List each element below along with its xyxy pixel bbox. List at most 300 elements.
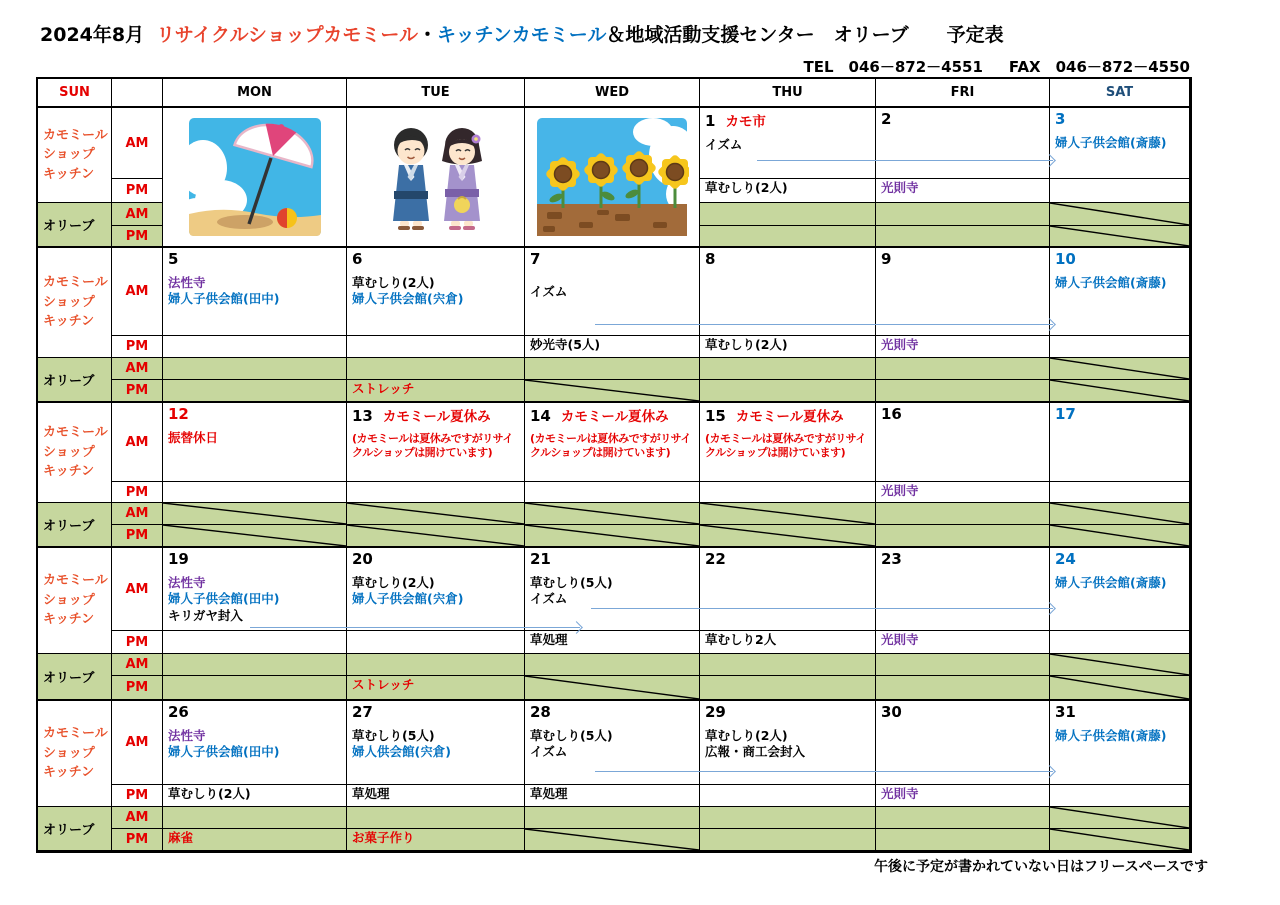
am-entries (168, 275, 341, 308)
olive-am-fri-week5 (876, 807, 1050, 829)
kamomile-label-line: キッチン (43, 765, 95, 781)
page-title (40, 20, 1004, 47)
week-row-5 (38, 700, 1190, 851)
day-number: 2 (881, 110, 892, 128)
olive-am-thu-week1 (700, 203, 876, 226)
olive-pm-fri-week1 (876, 226, 1050, 247)
schedule-entry: 草むしり(2人) (352, 275, 435, 290)
olive-pm-thu-week5 (700, 829, 876, 851)
day-number: 5 (168, 250, 179, 268)
am-entries (352, 575, 519, 608)
title-dot: ・ (418, 24, 438, 46)
olive-pm-mon-week4 (163, 676, 347, 700)
day-number: 19 (168, 550, 189, 568)
day-number: 6 (352, 250, 363, 268)
day-26-am-cell (163, 701, 347, 785)
day-number: 26 (168, 703, 189, 721)
day-19-am-cell (163, 548, 347, 631)
header-sat: SAT (1050, 79, 1190, 108)
title-recycle-shop: リサイクルショップカモミール (156, 24, 419, 46)
day-number: 21 (530, 550, 551, 568)
day-number: 17 (1055, 405, 1076, 423)
week-row-3 (38, 402, 1190, 547)
yukata-children-illustration (347, 108, 525, 247)
day-14-pm-cell (525, 482, 700, 503)
crossed-out-diagonal (1050, 525, 1189, 546)
schedule-entry: 草処理 (530, 786, 568, 801)
olive-am-label: AM (112, 654, 163, 676)
day-note: カモ市 (725, 114, 766, 130)
day-13-pm-cell (347, 482, 525, 503)
olive-pm-label: PM (112, 380, 163, 402)
day-20-am-cell (347, 548, 525, 631)
am-entries (352, 275, 519, 308)
header-tue: TUE (347, 79, 525, 108)
schedule-entry: 婦人子供会館(斎藤) (1055, 135, 1167, 150)
schedule-entry: 広報・商工会封入 (705, 744, 806, 760)
olive-am-mon-week2 (163, 358, 347, 380)
schedule-entry: 草むしり(2人) (705, 180, 788, 195)
schedule-entry: ストレッチ (352, 381, 415, 396)
kamomile-label-line: ショップ (43, 147, 95, 163)
am-entries (705, 432, 870, 460)
day-number: 13 (352, 407, 373, 425)
olive-pm-fri-week3 (876, 525, 1050, 547)
olive-pm-tue-week5 (347, 829, 525, 851)
header-fri: FRI (876, 79, 1050, 108)
kamomile-label-line: カモミール (43, 726, 108, 742)
crossed-out-diagonal (1050, 807, 1189, 828)
olive-pm-thu-week3 (700, 525, 876, 547)
day-number: 14 (530, 407, 551, 425)
fax-number: FAX 046－872－4550 (1008, 58, 1190, 76)
schedule-entry: 振替休日 (168, 430, 219, 445)
day-number: 12 (168, 405, 189, 423)
day-8-pm-cell (700, 336, 876, 358)
schedule-entry: 妙光寺(5人) (530, 337, 601, 352)
row-label-olive: オリーブ (38, 358, 112, 402)
day-13-am-cell (347, 403, 525, 482)
row-label-kamomile-shop-kitchen (38, 108, 112, 203)
olive-am-mon-week4 (163, 654, 347, 676)
olive-am-tue-week2 (347, 358, 525, 380)
day-15-am-cell (700, 403, 876, 482)
olive-am-sat-week4 (1050, 654, 1190, 676)
kamomile-label-line: キッチン (43, 612, 95, 628)
olive-am-wed-week4 (525, 654, 700, 676)
olive-pm-tue-week4 (347, 676, 525, 700)
day-26-pm-cell (163, 785, 347, 807)
day-31-pm-cell (1050, 785, 1190, 807)
day-22-pm-cell (700, 631, 876, 654)
olive-pm-thu-week2 (700, 380, 876, 402)
am-entries (530, 728, 694, 761)
olive-am-sat-week2 (1050, 358, 1190, 380)
schedule-entry: 光則寺 (881, 180, 919, 195)
olive-am-tue-week3 (347, 503, 525, 525)
row-label-olive: オリーブ (38, 503, 112, 547)
row-label-kamomile-shop-kitchen (38, 548, 112, 654)
olive-am-wed-week2 (525, 358, 700, 380)
header-wed: WED (525, 79, 700, 108)
day-31-am-cell (1050, 701, 1190, 785)
schedule-entry: 草むしり(2人) (168, 786, 251, 801)
day-number: 16 (881, 405, 902, 423)
am-entries (1055, 135, 1184, 151)
day-6-pm-cell (347, 336, 525, 358)
schedule-entry: 法性寺 (168, 275, 206, 290)
row-label-olive: オリーブ (38, 654, 112, 700)
kamomile-am-label: AM (112, 108, 163, 179)
olive-am-label: AM (112, 203, 163, 226)
am-entries (1055, 275, 1184, 291)
crossed-out-diagonal (1050, 829, 1189, 850)
day-17-am-cell (1050, 403, 1190, 482)
schedule-entry: 草むしり(2人) (705, 728, 788, 743)
day-24-am-cell (1050, 548, 1190, 631)
olive-pm-sat-week1 (1050, 226, 1190, 247)
sunflowers-illustration (525, 108, 700, 247)
day-1-am-cell (700, 108, 876, 179)
schedule-entry: 光則寺 (881, 786, 919, 801)
olive-pm-label: PM (112, 829, 163, 851)
row-label-kamomile-shop-kitchen (38, 403, 112, 503)
day-22-am-cell (700, 548, 876, 631)
continuation-arrow (757, 160, 1053, 161)
day-23-am-cell (876, 548, 1050, 631)
am-entries (530, 432, 694, 460)
olive-am-thu-week3 (700, 503, 876, 525)
day-2-pm-cell (876, 179, 1050, 203)
week-row-4 (38, 547, 1190, 700)
week-row-2 (38, 247, 1190, 402)
beach-parasol-illustration (163, 108, 347, 247)
olive-am-wed-week5 (525, 807, 700, 829)
day-12-pm-cell (163, 482, 347, 503)
olive-am-thu-week2 (700, 358, 876, 380)
day-29-am-cell (700, 701, 876, 785)
olive-am-tue-week5 (347, 807, 525, 829)
olive-am-fri-week2 (876, 358, 1050, 380)
kamomile-label-line: カモミール (43, 275, 108, 291)
olive-pm-sat-week5 (1050, 829, 1190, 851)
day-15-pm-cell (700, 482, 876, 503)
schedule-entry: 婦人子供会館(斎藤) (1055, 275, 1167, 290)
day-number: 3 (1055, 110, 1066, 128)
olive-pm-thu-week1 (700, 226, 876, 247)
am-entries (352, 432, 519, 460)
day-9-pm-cell (876, 336, 1050, 358)
kamomile-label-line: キッチン (43, 166, 95, 182)
olive-pm-label: PM (112, 676, 163, 700)
crossed-out-diagonal (347, 503, 524, 524)
day-note: カモミール夏休み (735, 409, 844, 425)
day-number: 9 (881, 250, 892, 268)
schedule-entry: イズム (705, 137, 743, 152)
schedule-entry: 草むしり(2人) (705, 337, 788, 352)
header-thu: THU (700, 79, 876, 108)
schedule-entry: 婦人子供会館(田中) (168, 744, 280, 760)
olive-am-fri-week1 (876, 203, 1050, 226)
olive-am-label: AM (112, 503, 163, 525)
crossed-out-diagonal (700, 503, 875, 524)
schedule-entry: 婦人子供会館(斎藤) (1055, 575, 1167, 590)
schedule-entry: 婦人子供会館(宍倉) (352, 591, 464, 607)
schedule-entry: 法性寺 (168, 575, 206, 590)
crossed-out-diagonal (525, 829, 699, 850)
day-1-pm-cell (700, 179, 876, 203)
olive-pm-sat-week3 (1050, 525, 1190, 547)
am-entries (168, 575, 341, 624)
schedule-entry: イズム (530, 284, 568, 299)
day-27-am-cell (347, 701, 525, 785)
kamomile-am-label: AM (112, 248, 163, 336)
crossed-out-diagonal (1050, 503, 1189, 524)
day-30-pm-cell (876, 785, 1050, 807)
footer-note: 午後に予定が書かれていない日はフリースペースです (874, 859, 1209, 875)
olive-pm-label: PM (112, 226, 163, 247)
schedule-entry: 草処理 (352, 786, 390, 801)
continuation-arrow (595, 771, 1053, 772)
day-27-pm-cell (347, 785, 525, 807)
day-16-pm-cell (876, 482, 1050, 503)
crossed-out-diagonal (525, 380, 699, 401)
day-21-pm-cell (525, 631, 700, 654)
olive-pm-thu-week4 (700, 676, 876, 700)
olive-pm-sat-week4 (1050, 676, 1190, 700)
crossed-out-diagonal (347, 525, 524, 546)
day-number: 30 (881, 703, 902, 721)
schedule-entry: ストレッチ (352, 677, 415, 692)
crossed-out-diagonal (163, 503, 346, 524)
day-note: カモミール夏休み (382, 409, 491, 425)
schedule-entry: 草むしり(2人) (352, 575, 435, 590)
olive-am-sat-week1 (1050, 203, 1190, 226)
day-16-am-cell (876, 403, 1050, 482)
schedule-entry: 光則寺 (881, 632, 919, 647)
olive-pm-wed-week5 (525, 829, 700, 851)
olive-pm-fri-week5 (876, 829, 1050, 851)
title-rest: ＆地域活動支援センター オリーブ 予定表 (606, 24, 1004, 46)
day-7-am-cell (525, 248, 700, 336)
olive-pm-tue-week3 (347, 525, 525, 547)
olive-pm-mon-week3 (163, 525, 347, 547)
schedule-entry: イズム (530, 591, 568, 607)
olive-am-mon-week5 (163, 807, 347, 829)
crossed-out-diagonal (525, 676, 699, 699)
schedule-entry: キリガヤ封入 (168, 607, 243, 623)
olive-am-label: AM (112, 807, 163, 829)
day-number: 7 (530, 250, 541, 268)
schedule-entry: 婦人子供会館(宍倉) (352, 291, 464, 307)
schedule-entry: (カモミールは夏休みですがリサイクルショップは開けています) (352, 432, 513, 459)
schedule-entry: 婦人子供会館(斎藤) (1055, 728, 1167, 743)
olive-am-fri-week4 (876, 654, 1050, 676)
day-number: 10 (1055, 250, 1076, 268)
continuation-arrow (250, 627, 580, 628)
day-12-am-cell (163, 403, 347, 482)
olive-pm-wed-week4 (525, 676, 700, 700)
am-entries (168, 430, 341, 446)
day-number: 1 (705, 112, 716, 130)
kamomile-pm-label: PM (112, 482, 163, 503)
day-note: カモミール夏休み (560, 409, 669, 425)
am-entries (352, 728, 519, 761)
day-29-pm-cell (700, 785, 876, 807)
olive-pm-sat-week2 (1050, 380, 1190, 402)
schedule-entry: 草むしり2人 (705, 632, 777, 647)
continuation-arrow (591, 608, 1053, 609)
continuation-arrow (595, 324, 1053, 325)
kamomile-am-label: AM (112, 701, 163, 785)
day-28-am-cell (525, 701, 700, 785)
day-10-pm-cell (1050, 336, 1190, 358)
schedule-entry: (カモミールは夏休みですがリサイクルショップは開けています) (705, 432, 866, 459)
am-entries (530, 284, 694, 300)
header-sun: SUN (38, 79, 112, 108)
day-number: 29 (705, 703, 726, 721)
am-entries (1055, 575, 1184, 591)
olive-am-thu-week5 (700, 807, 876, 829)
day-17-pm-cell (1050, 482, 1190, 503)
schedule-entry: 光則寺 (881, 483, 919, 498)
day-23-pm-cell (876, 631, 1050, 654)
day-number: 24 (1055, 550, 1076, 568)
crossed-out-diagonal (163, 525, 346, 546)
day-19-pm-cell (163, 631, 347, 654)
day-7-pm-cell (525, 336, 700, 358)
kamomile-label-line: ショップ (43, 745, 95, 761)
olive-am-label: AM (112, 358, 163, 380)
day-number: 20 (352, 550, 373, 568)
schedule-entry: お菓子作り (352, 830, 415, 845)
day-number: 28 (530, 703, 551, 721)
day-number: 22 (705, 550, 726, 568)
crossed-out-diagonal (1050, 676, 1189, 699)
schedule-entry: イズム (530, 744, 568, 760)
olive-pm-mon-week2 (163, 380, 347, 402)
kamomile-pm-label: PM (112, 785, 163, 807)
day-21-am-cell (525, 548, 700, 631)
crossed-out-diagonal (1050, 380, 1189, 401)
crossed-out-diagonal (525, 503, 699, 524)
tel-number: TEL 046－872－4551 (803, 58, 983, 76)
day-3-pm-cell (1050, 179, 1190, 203)
olive-am-sat-week5 (1050, 807, 1190, 829)
olive-am-tue-week4 (347, 654, 525, 676)
schedule-entry: 草むしり(5人) (352, 728, 435, 743)
olive-pm-label: PM (112, 525, 163, 547)
row-label-kamomile-shop-kitchen (38, 248, 112, 358)
day-6-am-cell (347, 248, 525, 336)
calendar-header-row (38, 79, 1190, 108)
day-number: 27 (352, 703, 373, 721)
olive-pm-tue-week2 (347, 380, 525, 402)
day-number: 8 (705, 250, 716, 268)
am-entries (530, 575, 694, 608)
day-8-am-cell (700, 248, 876, 336)
day-3-am-cell (1050, 108, 1190, 179)
olive-am-wed-week3 (525, 503, 700, 525)
kamomile-label-line: キッチン (43, 464, 95, 480)
crossed-out-diagonal (1050, 226, 1189, 246)
kamomile-am-label: AM (112, 403, 163, 482)
am-entries (168, 728, 341, 761)
crossed-out-diagonal (700, 525, 875, 546)
kamomile-label-line: カモミール (43, 573, 108, 589)
olive-am-mon-week3 (163, 503, 347, 525)
day-5-pm-cell (163, 336, 347, 358)
kamomile-label-line: カモミール (43, 127, 108, 143)
row-label-olive: オリーブ (38, 807, 112, 851)
olive-am-sat-week3 (1050, 503, 1190, 525)
header-mon: MON (163, 79, 347, 108)
kamomile-label-line: キッチン (43, 314, 95, 330)
am-entries (705, 728, 870, 761)
kamomile-pm-label: PM (112, 336, 163, 358)
am-entries (705, 137, 870, 153)
schedule-entry: 法性寺 (168, 728, 206, 743)
schedule-entry: (カモミールは夏休みですがリサイクルショップは開けています) (530, 432, 691, 459)
day-10-am-cell (1050, 248, 1190, 336)
day-number: 31 (1055, 703, 1076, 721)
schedule-entry: 婦人供会館(宍倉) (352, 744, 451, 760)
row-label-kamomile-shop-kitchen (38, 701, 112, 807)
crossed-out-diagonal (1050, 358, 1189, 379)
schedule-entry: 草むしり(5人) (530, 728, 613, 743)
crossed-out-diagonal (1050, 654, 1189, 675)
olive-am-fri-week3 (876, 503, 1050, 525)
olive-pm-mon-week5 (163, 829, 347, 851)
kamomile-pm-label: PM (112, 179, 163, 203)
header-mode-column (112, 79, 163, 108)
day-28-pm-cell (525, 785, 700, 807)
am-entries (1055, 728, 1184, 744)
day-2-am-cell (876, 108, 1050, 179)
day-24-pm-cell (1050, 631, 1190, 654)
title-kitchen: キッチンカモミール (437, 24, 607, 46)
day-30-am-cell (876, 701, 1050, 785)
day-14-am-cell (525, 403, 700, 482)
schedule-entry: 草むしり(5人) (530, 575, 613, 590)
day-number: 23 (881, 550, 902, 568)
olive-pm-wed-week2 (525, 380, 700, 402)
olive-pm-wed-week3 (525, 525, 700, 547)
week-row-1 (38, 108, 1190, 247)
olive-pm-fri-week2 (876, 380, 1050, 402)
schedule-entry: 婦人子供会館(田中) (168, 291, 280, 307)
schedule-entry: 麻雀 (168, 830, 194, 845)
kamomile-label-line: ショップ (43, 294, 95, 310)
crossed-out-diagonal (1050, 203, 1189, 225)
contact-line (804, 56, 1191, 77)
schedule-entry: 草処理 (530, 632, 568, 647)
schedule-entry: 光則寺 (881, 337, 919, 352)
kamomile-label-line: カモミール (43, 425, 108, 441)
title-month: 2024年8月 (40, 24, 145, 46)
crossed-out-diagonal (525, 525, 699, 546)
day-9-am-cell (876, 248, 1050, 336)
kamomile-label-line: ショップ (43, 444, 95, 460)
day-number: 15 (705, 407, 726, 425)
kamomile-label-line: ショップ (43, 592, 95, 608)
schedule-calendar-table (36, 77, 1192, 853)
olive-am-thu-week4 (700, 654, 876, 676)
schedule-entry: 婦人子供会館(田中) (168, 591, 280, 607)
day-5-am-cell (163, 248, 347, 336)
kamomile-am-label: AM (112, 548, 163, 631)
day-20-pm-cell (347, 631, 525, 654)
